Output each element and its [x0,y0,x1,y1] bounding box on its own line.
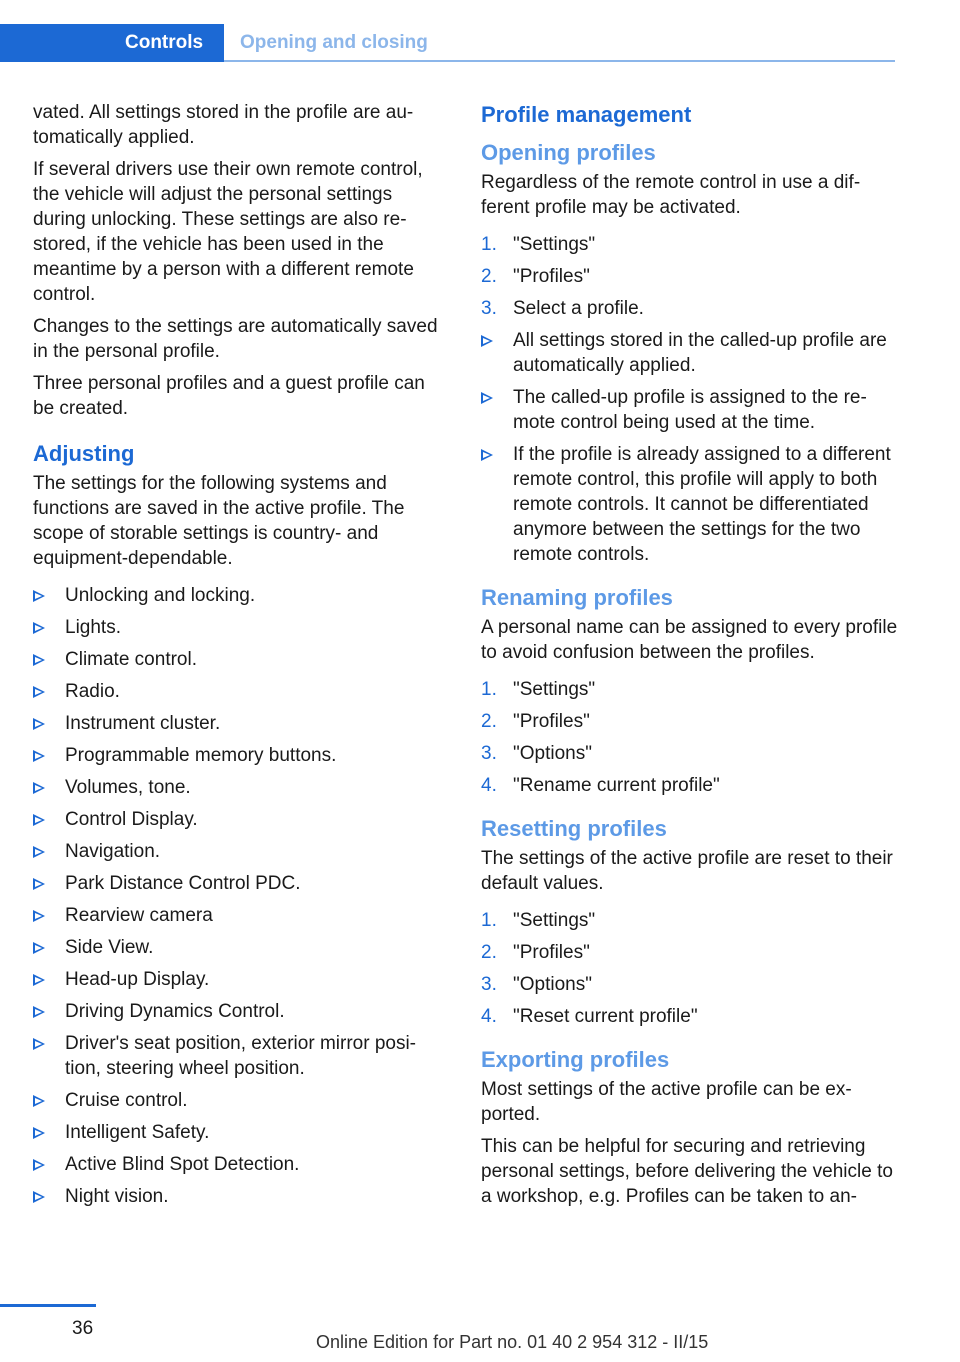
list-item-text: Navigation. [65,841,161,862]
bullet-triangle-icon [481,335,493,347]
list-item [33,583,443,608]
bullet-triangle-icon [33,654,45,666]
list-item [33,679,443,704]
step-text: "Options" [513,743,592,764]
step-text: "Profiles" [513,942,590,963]
paragraph: Three personal profiles and a guest profile can be created. [33,373,425,419]
section-heading-resetting: Resetting profiles [481,816,667,841]
paragraph: The settings of the active profile are reset to their default values. [481,848,893,894]
bullet-triangle-icon [33,622,45,634]
bullet-triangle-icon [481,449,493,461]
section-heading-renaming: Renaming profiles [481,585,673,610]
list-item-text: Driving Dynamics Control. [65,1001,285,1022]
step-number: 4. [481,1006,497,1027]
bullet-triangle-icon [33,846,45,858]
bullet-triangle-icon [33,1191,45,1203]
paragraph: The settings for the following systems and functions are saved in the active profile. The scope of storable settings is country- and equipment-dependable. [33,473,405,569]
list-item-text: Unlocking and locking. [65,585,256,606]
step-text: "Settings" [513,910,596,931]
section-tab: Controls [0,24,224,62]
settings-list [33,583,443,1209]
bullet-triangle-icon [33,1127,45,1139]
list-item-text: All settings stored in the called-up profile are automatically applied. [513,330,887,376]
list-item [33,967,443,992]
list-item [33,1120,443,1145]
list-item [33,807,443,832]
step-number: 3. [481,743,497,764]
list-item [33,903,443,928]
paragraph: Regardless of the remote control in use a different profile may be activated. [481,172,861,218]
section-heading-opening: Opening profiles [481,140,656,165]
list-item-text: Radio. [65,681,120,702]
steps-list-resetting [481,908,898,1029]
step-item [481,741,898,766]
list-item [33,1152,443,1177]
list-item [33,935,443,960]
list-item [481,328,898,378]
bullet-triangle-icon [33,1038,45,1050]
bullet-triangle-icon [33,942,45,954]
bullet-triangle-icon [481,392,493,404]
list-item [33,839,443,864]
step-item [481,296,898,321]
step-number: 2. [481,711,497,732]
step-number: 3. [481,298,497,319]
left-column [33,100,443,1216]
list-item-text: Instrument cluster. [65,713,221,734]
list-item-text: Volumes, tone. [65,777,191,798]
list-item-text: Driver's seat position, exterior mirror position, steering wheel position. [65,1033,416,1079]
step-item [481,677,898,702]
step-item [481,709,898,734]
bullet-triangle-icon [33,974,45,986]
step-text: "Settings" [513,234,596,255]
page-number: 36 [72,1318,94,1339]
paragraph: A personal name can be assigned to every profile to avoid confusion between the profiles. [481,617,898,663]
page-header [0,24,895,62]
bullet-triangle-icon [33,910,45,922]
list-item-text: If the profile is already assigned to a different remote control, this profile will apply to both remote controls. It cannot be differentiated anymore between the settings for the two remote controls. [513,444,891,565]
paragraph: This can be helpful for securing and retrieving personal settings, before delivering the vehicle to a workshop, e.g. Profiles can be taken to an- [481,1136,893,1207]
steps-list-opening [481,232,898,321]
step-number: 2. [481,266,497,287]
list-item-text: Lights. [65,617,121,638]
list-item-text: Active Blind Spot Detection. [65,1154,300,1175]
paragraph: If several drivers use their own remote control, the vehicle will adjust the personal settings during unlocking. These settings are also restored, if the vehicle has been used in the meantime by a person with a different remote control. [33,159,423,305]
list-item [33,1184,443,1209]
list-item [33,1031,443,1081]
paragraph: Changes to the settings are automatically saved in the personal profile. [33,316,438,362]
bullet-triangle-icon [33,686,45,698]
step-item [481,972,898,997]
step-item [481,1004,898,1029]
bullet-triangle-icon [33,750,45,762]
step-text: "Reset current profile" [513,1006,698,1027]
step-item [481,908,898,933]
bullet-triangle-icon [33,814,45,826]
step-text: "Options" [513,974,592,995]
step-number: 3. [481,974,497,995]
list-item-text: Head-up Display. [65,969,210,990]
step-number: 1. [481,234,497,255]
list-item-text: Control Display. [65,809,198,830]
list-item-text: Programmable memory buttons. [65,745,337,766]
paragraph: vated. All settings stored in the profile are automatically applied. [33,102,414,148]
list-item-text: Intelligent Safety. [65,1122,210,1143]
step-text: "Profiles" [513,266,590,287]
bullet-triangle-icon [33,782,45,794]
step-number: 2. [481,942,497,963]
steps-list-renaming [481,677,898,798]
list-item-text: Rearview camera [65,905,213,926]
subsection-title: Opening and closing [240,32,428,53]
right-column [481,100,898,1216]
step-item [481,264,898,289]
list-item-text: Side View. [65,937,154,958]
list-item [33,1088,443,1113]
notes-list-opening [481,328,898,567]
footer-rule [0,1304,96,1307]
bullet-triangle-icon [33,718,45,730]
bullet-triangle-icon [33,1095,45,1107]
step-item [481,232,898,257]
list-item [33,775,443,800]
step-text: Select a profile. [513,298,644,319]
step-text: "Rename current profile" [513,775,720,796]
list-item [33,711,443,736]
step-item [481,940,898,965]
bullet-triangle-icon [33,590,45,602]
list-item [33,999,443,1024]
list-item-text: Night vision. [65,1186,169,1207]
step-number: 1. [481,679,497,700]
list-item-text: Climate control. [65,649,197,670]
list-item [33,743,443,768]
list-item-text: The called-up profile is assigned to the remote control being used at the time. [513,387,867,433]
bullet-triangle-icon [33,1159,45,1171]
list-item [481,385,898,435]
list-item [481,442,898,567]
list-item-text: Park Distance Control PDC. [65,873,301,894]
paragraph: Most settings of the active profile can be exported. [481,1079,852,1125]
list-item [33,871,443,896]
step-number: 1. [481,910,497,931]
list-item [33,647,443,672]
page-title: Profile management [481,102,692,127]
header-divider [224,60,895,62]
step-text: "Profiles" [513,711,590,732]
list-item [33,615,443,640]
list-item-text: Cruise control. [65,1090,188,1111]
edition-text: Online Edition for Part no. 01 40 2 954 312 - II/15 [316,1332,709,1352]
section-heading-adjusting: Adjusting [33,441,135,466]
bullet-triangle-icon [33,878,45,890]
section-heading-exporting: Exporting profiles [481,1047,670,1072]
step-item [481,773,898,798]
step-number: 4. [481,775,497,796]
step-text: "Settings" [513,679,596,700]
bullet-triangle-icon [33,1006,45,1018]
